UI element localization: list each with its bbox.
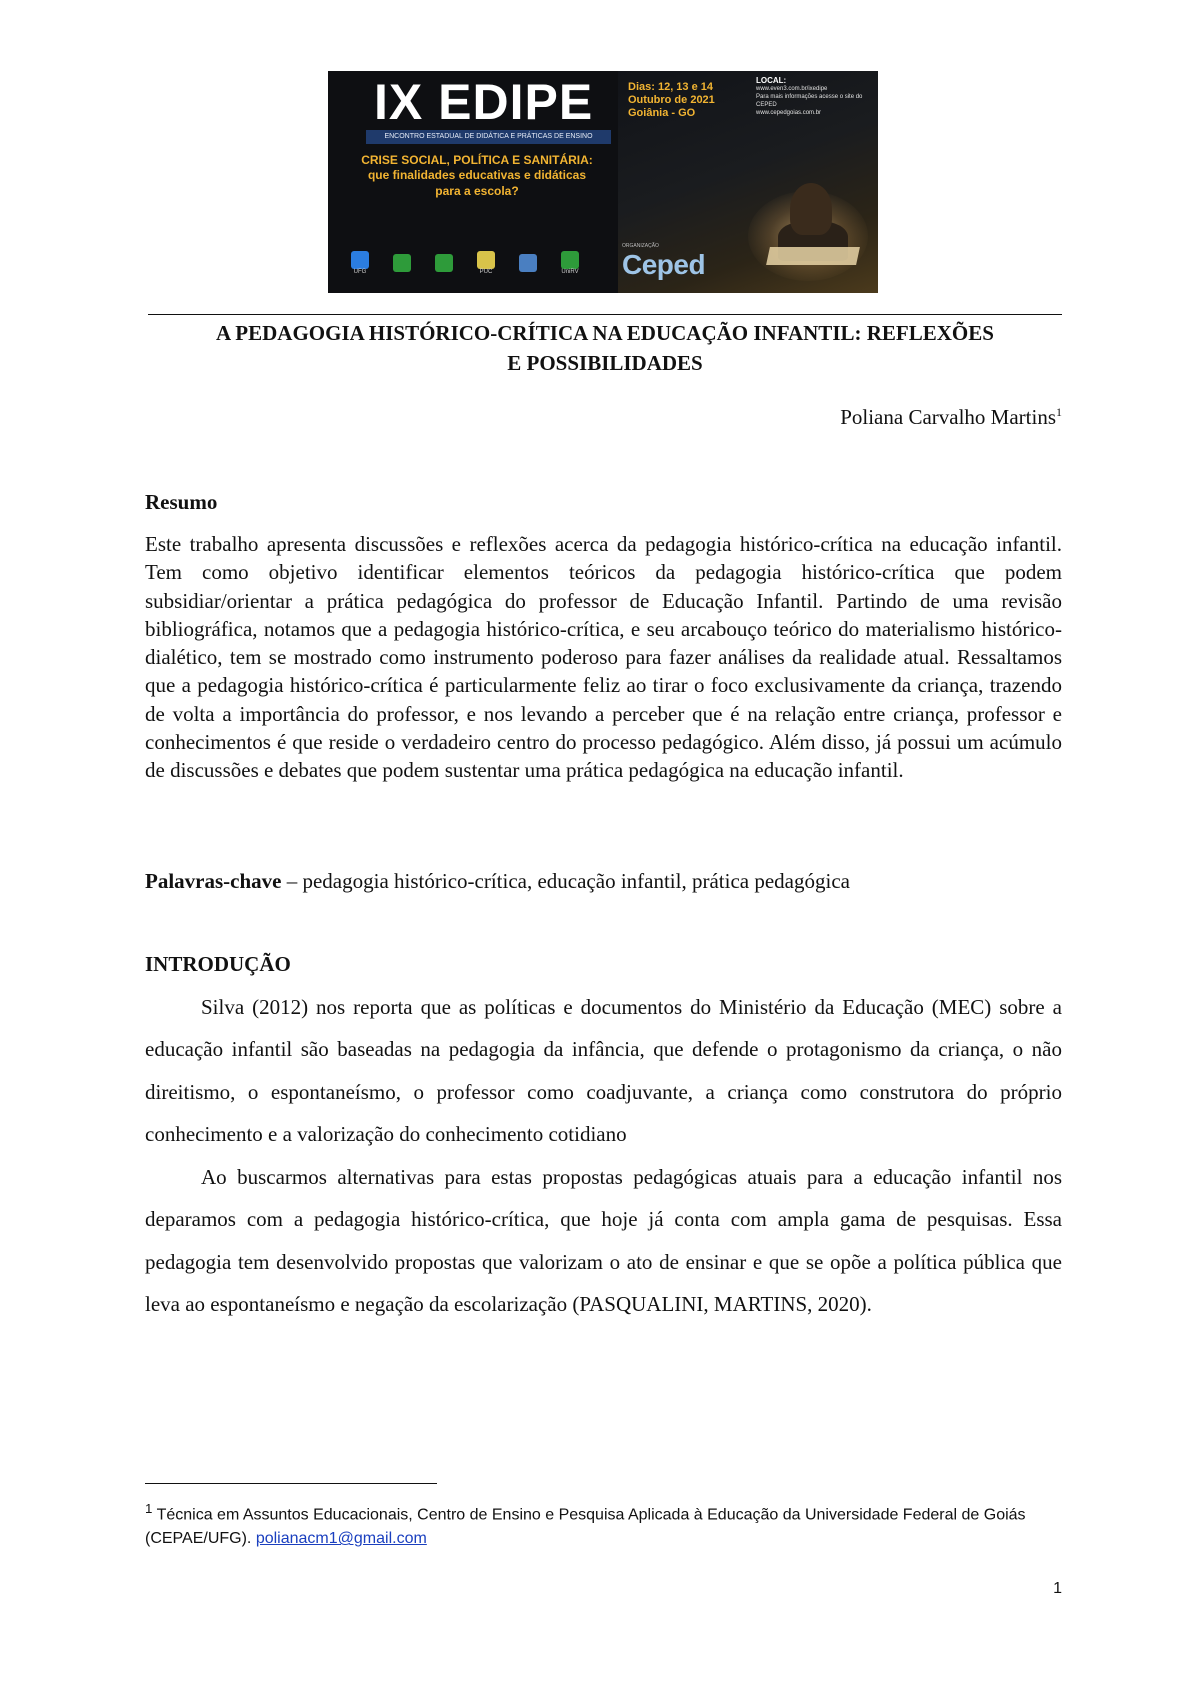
child-head-image	[790, 183, 832, 235]
footnote-text: Técnica em Assuntos Educacionais, Centro de Ensino e Pesquisa Aplicada à Educação da Universidade Federal de Goiás (CEPAE/UFG).	[145, 1506, 1026, 1548]
banner-subtitle: ENCONTRO ESTADUAL DE DIDÁTICA E PRÁTICAS DE ENSINO	[366, 130, 611, 144]
partner-logo-mark-icon	[561, 251, 579, 269]
partner-logos	[346, 243, 586, 283]
banner-theme-line2: que finalidades educativas e didáticas	[367, 168, 587, 182]
footnote-divider	[145, 1483, 437, 1484]
partner-logo-mark-icon	[393, 254, 411, 272]
partner-logo-4	[472, 246, 500, 280]
partner-logo-label: PUC	[479, 269, 493, 275]
partner-logo-1	[346, 246, 374, 280]
footnote	[145, 1497, 1062, 1551]
partner-logo-mark-icon	[435, 254, 453, 272]
local-url: www.even3.com.br/ixedipe	[756, 86, 828, 92]
partner-logo-5	[514, 246, 542, 280]
info-url: www.cepedgoias.com.br	[756, 110, 822, 116]
event-banner	[328, 71, 878, 293]
banner-local-info	[756, 77, 874, 117]
intro-paragraph-2: Ao buscarmos alternativas para estas propostas pedagógicas atuais para a educação infantil nos deparamos com a pedagogia histórico-crítica, que hoje já conta com ampla gama de pesquisas. Essa pedagogia tem desenvolvido propostas que valorizam o ato de ensinar e que se opõe a política pública que leva ao espontaneísmo e negação da escolarização (PASQUALINI, MARTINS, 2020).	[145, 1165, 1062, 1317]
title-divider	[148, 314, 1062, 315]
partner-logo-label: UFG	[353, 269, 367, 275]
article-title-line1: A PEDAGOGIA HISTÓRICO-CRÍTICA NA EDUCAÇÃO INFANTIL: REFLEXÕES	[216, 321, 994, 345]
article-title	[148, 318, 1062, 378]
partner-logo-mark-icon	[351, 251, 369, 269]
author-line	[700, 405, 1062, 430]
banner-title: IX EDIPE	[374, 74, 594, 130]
organization-logo: Ceped	[622, 249, 706, 280]
book-image	[766, 247, 860, 265]
partner-logo-mark-icon	[519, 254, 537, 272]
banner-theme	[346, 153, 608, 199]
partner-logo-2	[388, 246, 416, 280]
banner-dates: Dias: 12, 13 e 14 Outubro de 2021 Goiânia - GO	[628, 81, 715, 119]
keywords	[145, 869, 1062, 894]
partner-logo-mark-icon	[477, 251, 495, 269]
author-name: Poliana Carvalho Martins	[840, 405, 1056, 429]
banner-theme-line1: CRISE SOCIAL, POLÍTICA E SANITÁRIA:	[361, 153, 593, 167]
article-title-line2: E POSSIBILIDADES	[507, 351, 703, 375]
intro-heading: INTRODUÇÃO	[145, 952, 291, 976]
keywords-label: Palavras-chave	[145, 869, 282, 893]
partner-logo-6	[556, 246, 584, 280]
abstract-text: Este trabalho apresenta discussões e reflexões acerca da pedagogia histórico-crítica na educação infantil. Tem como objetivo identificar elementos teóricos da pedagogia histórico-crítica que podem subsidiar/orientar a prática pedagógica do professor de Educação Infantil. Partindo de uma revisão bibliográfica, notamos que a pedagogia histórico-crítica, e seu arcabouço teórico do materialismo histórico-dialético, tem se mostrado como instrumento poderoso para fazer análises da realidade atual. Ressaltamos que a pedagogia histórico-crítica é particularmente feliz ao tirar o foco exclusivamente da criança, trazendo de volta a importância do professor, e nos levando a perceber que é na relação entre criança, professor e conhecimentos é que reside o verdadeiro centro do processo pedagógico. Além disso, já possui um acúmulo de discussões e debates que podem sustentar uma prática pedagógica na educação infantil.	[145, 532, 1062, 783]
page-number: 1	[1053, 1580, 1062, 1597]
partner-logo-3	[430, 246, 458, 280]
keywords-text: – pedagogia histórico-crítica, educação infantil, prática pedagógica	[281, 869, 850, 893]
info-text: Para mais informações acesse o site do CEPED	[756, 94, 863, 108]
local-title: LOCAL:	[756, 76, 787, 85]
footnote-mark: 1	[145, 1501, 153, 1516]
banner-left-panel	[328, 71, 618, 293]
intro-paragraph-1: Silva (2012) nos reporta que as políticas e documentos do Ministério da Educação (MEC) sobre a educação infantil são baseadas na pedagogia da infância, que defende o protagonismo da criança, o não direitismo, o espontaneísmo, o professor como coadjuvante, a criança como construtora do próprio conhecimento e a valorização do conhecimento cotidiano	[145, 995, 1062, 1147]
banner-right-panel	[618, 71, 878, 293]
author-email-link[interactable]: polianacm1@gmail.com	[255, 1530, 427, 1548]
partner-logo-label: UniRV	[561, 269, 579, 275]
organization-label: ORGANIZAÇÃO	[622, 243, 659, 249]
author-footnote-mark: 1	[1056, 405, 1062, 419]
abstract-heading: Resumo	[145, 490, 218, 514]
banner-theme-line3: para a escola?	[435, 184, 519, 198]
